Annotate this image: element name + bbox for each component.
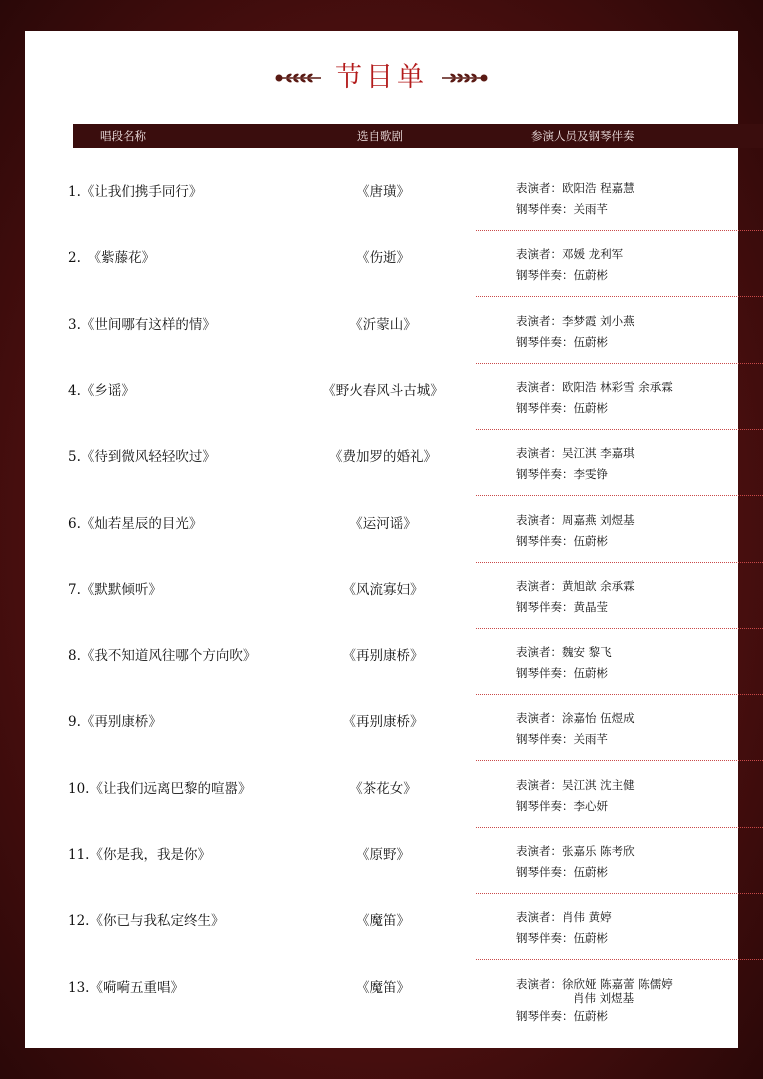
program-title: 6.《灿若星辰的目光》 (68, 516, 203, 532)
program-title: 11.《你是我，我是你》 (68, 847, 211, 863)
performers-line: 表演者：吴江淇 沈主健 (516, 778, 635, 792)
row-separator (476, 959, 763, 960)
opera-name: 《风流寡妇》 (342, 582, 424, 598)
performer-block (516, 708, 635, 750)
row-separator (476, 429, 763, 430)
row-separator (476, 230, 763, 231)
list-item (0, 843, 763, 909)
program-title: 10.《让我们远离巴黎的喧嚣》 (68, 781, 252, 797)
right-ornament-icon (440, 71, 488, 85)
list-item (0, 909, 763, 975)
list-item (0, 710, 763, 776)
row-separator (476, 495, 763, 496)
performers-line: 表演者：魏安 黎飞 (516, 645, 612, 659)
page-title: 节目单 (335, 62, 428, 93)
performer-block (516, 178, 635, 220)
program-title: 7.《默默倾听》 (68, 582, 162, 598)
performers-line: 表演者：欧阳浩 林彩雪 余承霖 (516, 380, 673, 394)
performers-line: 表演者：张嘉乐 陈考欣 (516, 844, 635, 858)
list-item (0, 180, 763, 246)
performer-block (516, 576, 635, 618)
piano-line: 钢琴伴奏：黄晶莹 (516, 600, 608, 614)
opera-name: 《野火春风斗古城》 (322, 383, 444, 399)
program-title: 9.《再别康桥》 (68, 714, 162, 730)
performers-line-continued: 肖伟 刘煜基 (573, 991, 635, 1005)
list-item (0, 976, 763, 1042)
piano-line: 钢琴伴奏：伍蔚彬 (516, 534, 608, 548)
opera-name: 《魔笛》 (356, 913, 410, 929)
performers-line: 表演者：周嘉燕 刘煜基 (516, 513, 635, 527)
piano-line: 钢琴伴奏：伍蔚彬 (516, 1009, 608, 1023)
piano-line: 钢琴伴奏：关雨芊 (516, 732, 608, 746)
performer-block (516, 244, 623, 286)
performer-block (516, 443, 635, 485)
performer-block (516, 841, 635, 883)
opera-name: 《再别康桥》 (342, 648, 424, 664)
opera-name: 《沂蒙山》 (349, 317, 417, 333)
row-separator (476, 827, 763, 828)
list-item (0, 246, 763, 312)
program-title: 1.《让我们携手同行》 (68, 184, 203, 200)
row-separator (476, 694, 763, 695)
list-item (0, 578, 763, 644)
piano-line: 钢琴伴奏：伍蔚彬 (516, 865, 608, 879)
opera-name: 《费加罗的婚礼》 (329, 449, 437, 465)
performer-block (516, 377, 673, 419)
performer-block (516, 974, 673, 1027)
list-item (0, 512, 763, 578)
program-title: 13.《嗬嗬五重唱》 (68, 980, 184, 996)
opera-name: 《伤逝》 (356, 250, 410, 266)
program-title: 8.《我不知道风往哪个方向吹》 (68, 648, 257, 664)
performer-block (516, 642, 612, 684)
left-ornament-icon (275, 71, 323, 85)
performers-line: 表演者：李梦霞 刘小燕 (516, 314, 635, 328)
performers-line: 表演者：吴江淇 李嘉琪 (516, 446, 635, 460)
opera-name: 《唐璜》 (356, 184, 410, 200)
row-separator (476, 562, 763, 563)
list-item (0, 445, 763, 511)
row-separator (476, 760, 763, 761)
opera-name: 《再别康桥》 (342, 714, 424, 730)
performer-block (516, 775, 635, 817)
header-performers: 参演人员及钢琴伴奏 (531, 129, 635, 143)
list-item (0, 777, 763, 843)
performers-line: 表演者：欧阳浩 程嘉慧 (516, 181, 635, 195)
header-program: 唱段名称 (100, 129, 146, 143)
row-separator (476, 363, 763, 364)
header-opera: 选自歌剧 (357, 129, 403, 143)
program-title: 12.《你已与我私定终生》 (68, 913, 225, 929)
piano-line: 钢琴伴奏：伍蔚彬 (516, 666, 608, 680)
opera-name: 《运河谣》 (349, 516, 417, 532)
program-title: 3.《世间哪有这样的情》 (68, 317, 216, 333)
performer-block (516, 311, 635, 353)
opera-name: 《原野》 (356, 847, 410, 863)
performers-line: 表演者：涂嘉怡 伍煜成 (516, 711, 635, 725)
piano-line: 钢琴伴奏：李雯铮 (516, 467, 608, 481)
performer-block (516, 907, 612, 949)
list-item (0, 379, 763, 445)
list-item (0, 313, 763, 379)
performers-line: 表演者：邓媛 龙利军 (516, 247, 624, 261)
list-item (0, 644, 763, 710)
row-separator (476, 296, 763, 297)
opera-name: 《茶花女》 (349, 781, 417, 797)
piano-line: 钢琴伴奏：伍蔚彬 (516, 335, 608, 349)
table-header (73, 124, 763, 148)
performers-line: 表演者：肖伟 黄婷 (516, 910, 612, 924)
title-area (25, 58, 738, 98)
performer-block (516, 510, 635, 552)
row-separator (476, 893, 763, 894)
opera-name: 《魔笛》 (356, 980, 410, 996)
performers-line: 表演者：黄旭歆 余承霖 (516, 579, 635, 593)
performers-line: 表演者：徐欣娅 陈嘉蕾 陈儒婷 (516, 977, 673, 991)
program-title: 4.《乡谣》 (68, 383, 135, 399)
program-title: 2. 《紫藤花》 (68, 250, 156, 266)
piano-line: 钢琴伴奏：伍蔚彬 (516, 931, 608, 945)
piano-line: 钢琴伴奏：关雨芊 (516, 202, 608, 216)
program-title: 5.《待到微风轻轻吹过》 (68, 449, 216, 465)
piano-line: 钢琴伴奏：伍蔚彬 (516, 401, 608, 415)
piano-line: 钢琴伴奏：李心妍 (516, 799, 608, 813)
piano-line: 钢琴伴奏：伍蔚彬 (516, 268, 608, 282)
row-separator (476, 628, 763, 629)
